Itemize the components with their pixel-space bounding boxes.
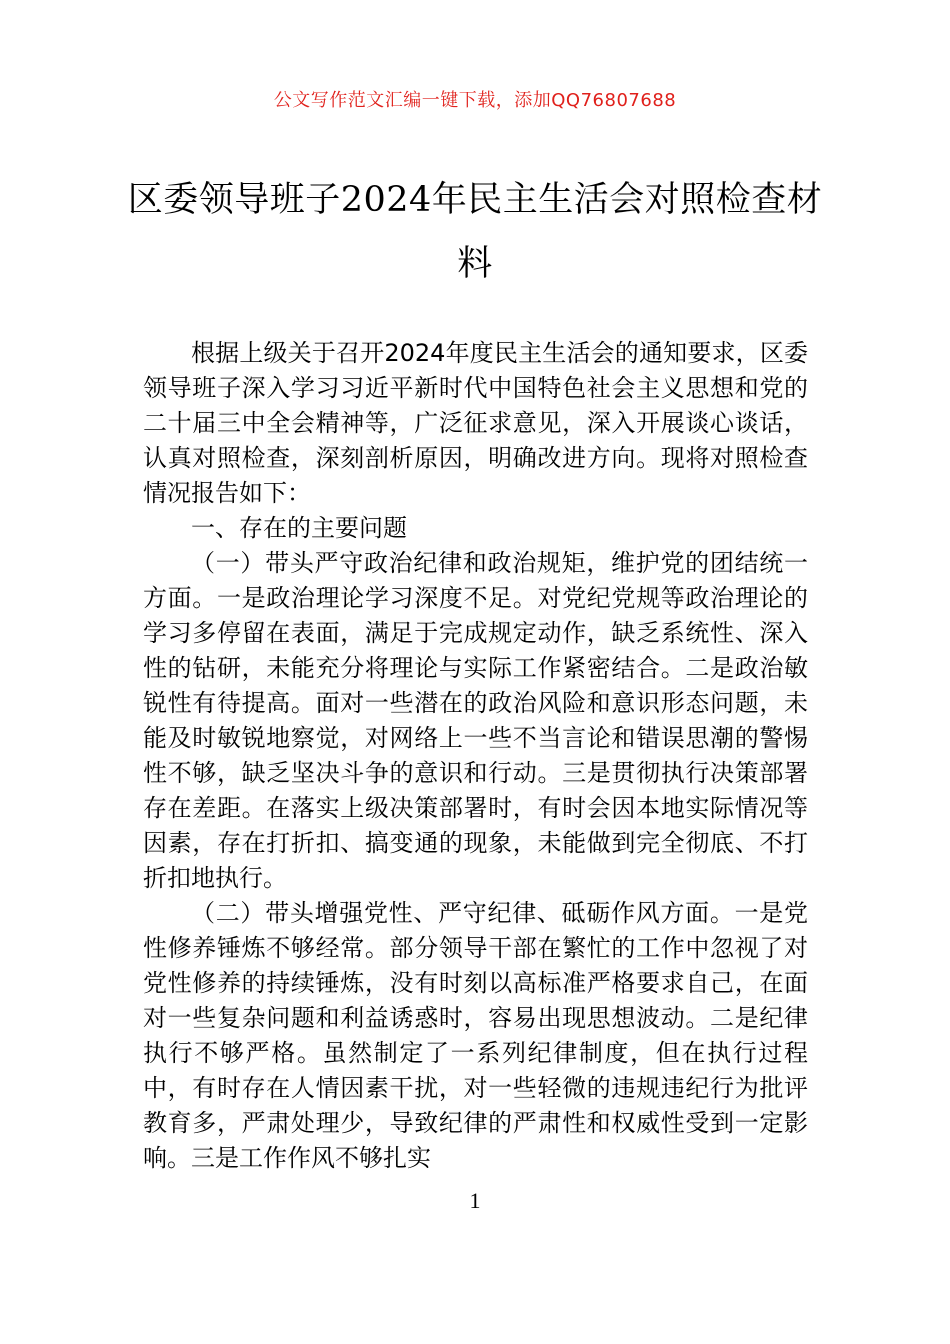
page-number: 1 [469,1188,481,1213]
document-title: 区委领导班子2024年民主生活会对照检查材料 [127,180,823,284]
paragraph-section-1: （一）带头严守政治纪律和政治规矩，维护党的团结统一方面。一是政治理论学习深度不足。对党纪党规等政治理论的学习多停留在表面，满足于完成规定动作，缺乏系统性、深入性的钻研，未能充分将理论与实际工作紧密结合。二是政治敏锐性有待提高。面对一些潜在的政治风险和意识形态问题，未能及时敏锐地察觉，对网络上一些不当言论和错误思潮的警惕性不够，缺乏坚决斗争的意识和行动。三是贯彻执行决策部署存在差距。在落实上级决策部署时，有时会因本地实际情况等因素，存在打折扣、搞变通的现象，未能做到完全彻底、不打折扣地执行。 [143,549,808,892]
paragraph-intro: 根据上级关于召开2024年度民主生活会的通知要求，区委领导班子深入学习习近平新时代中国特色社会主义思想和党的二十届三中全会精神等，广泛征求意见，深入开展谈心谈话，认真对照检查，深刻剖析原因，明确改进方向。现将对照检查情况报告如下： [143,339,808,507]
paragraph-section-2: （二）带头增强党性、严守纪律、砥砺作风方面。一是党性修养锤炼不够经常。部分领导干部在繁忙的工作中忽视了对党性修养的持续锤炼，没有时刻以高标准严格要求自己，在面对一些复杂问题和利益诱惑时，容易出现思想波动。二是纪律执行不够严格。虽然制定了一系列纪律制度，但在执行过程中，有时存在人情因素干扰，对一些轻微的违规违纪行为批评教育多，严肃处理少，导致纪律的严肃性和权威性受到一定影响。三是工作作风不够扎实 [143,899,808,1172]
document-body [143,336,808,1176]
section-heading: 一、存在的主要问题 [191,514,407,542]
header-note: 公文写作范文汇编一键下载，添加QQ76807688 [273,90,677,111]
